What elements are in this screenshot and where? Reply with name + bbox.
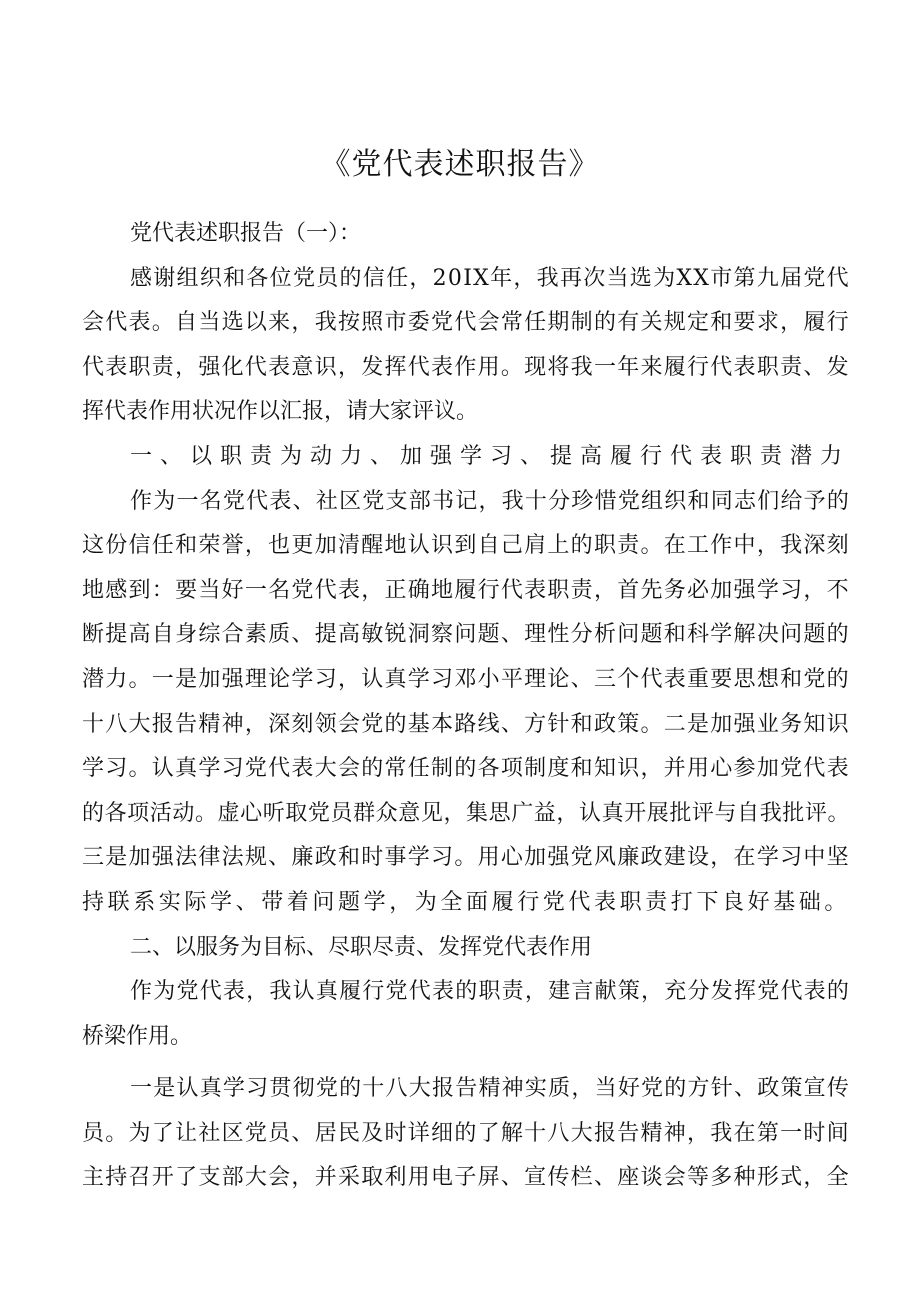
text-line: 一、以职责为动力、加强学习、提高履行代表职责潜力	[130, 443, 851, 469]
text-line: 地感到：要当好一名党代表，正确地履行代表职责，首先务必加强学习，不	[82, 577, 850, 603]
text-line: 作为党代表，我认真履行党代表的职责，建言献策，充分发挥党代表的	[130, 979, 851, 1005]
text-line: 学习。认真学习党代表大会的常任制的各项制度和知识，并用心参加党代表	[82, 756, 850, 782]
text-line: 挥代表作用状况作以汇报，请大家评议。	[82, 399, 479, 425]
text-line: 这份信任和荣誉，也更加清醒地认识到自己肩上的职责。在工作中，我深刻	[82, 533, 850, 559]
document-title: 《党代表述职报告》	[320, 147, 600, 182]
text-line: 潜力。一是加强理论学习，认真学习邓小平理论、三个代表重要思想和党的	[82, 666, 850, 692]
document-body	[82, 212, 850, 1201]
text-line: 十八大报告精神，深刻领会党的基本路线、方针和政策。二是加强业务知识	[82, 711, 850, 737]
text-line: 作为一名党代表、社区党支部书记，我十分珍惜党组织和同志们给予的	[130, 488, 851, 514]
text-line: 二、以服务为目标、尽职尽责、发挥党代表作用	[130, 934, 593, 960]
text-line: 员。为了让社区党员、居民及时详细的了解十八大报告精神，我在第一时间	[82, 1120, 850, 1146]
text-line: 一是认真学习贯彻党的十八大报告精神实质，当好党的方针、政策宣传	[130, 1076, 851, 1102]
text-line: 主持召开了支部大会，并采取利用电子屏、宣传栏、座谈会等多种形式，全	[82, 1165, 850, 1191]
text-line: 持联系实际学、带着问题学，为全面履行党代表职责打下良好基础。	[82, 889, 851, 915]
text-line: 三是加强法律法规、廉政和时事学习。用心加强党风廉政建设，在学习中坚	[82, 845, 850, 871]
text-line: 的各项活动。虚心听取党员群众意见，集思广益，认真开展批评与自我批评。	[82, 800, 851, 826]
text-line: 代表职责，强化代表意识，发挥代表作用。现将我一年来履行代表职责、发	[82, 354, 850, 380]
text-line: 桥梁作用。	[82, 1023, 193, 1049]
text-line: 感谢组织和各位党员的信任，20IX年，我再次当选为XX市第九届党代	[130, 265, 850, 291]
text-line: 会代表。自当选以来，我按照市委党代会常任期制的有关规定和要求，履行	[82, 310, 850, 336]
text-line: 断提高自身综合素质、提高敏锐洞察问题、理性分析问题和科学解决问题的	[82, 622, 850, 648]
text-line: 党代表述职报告（一）：	[130, 221, 362, 246]
